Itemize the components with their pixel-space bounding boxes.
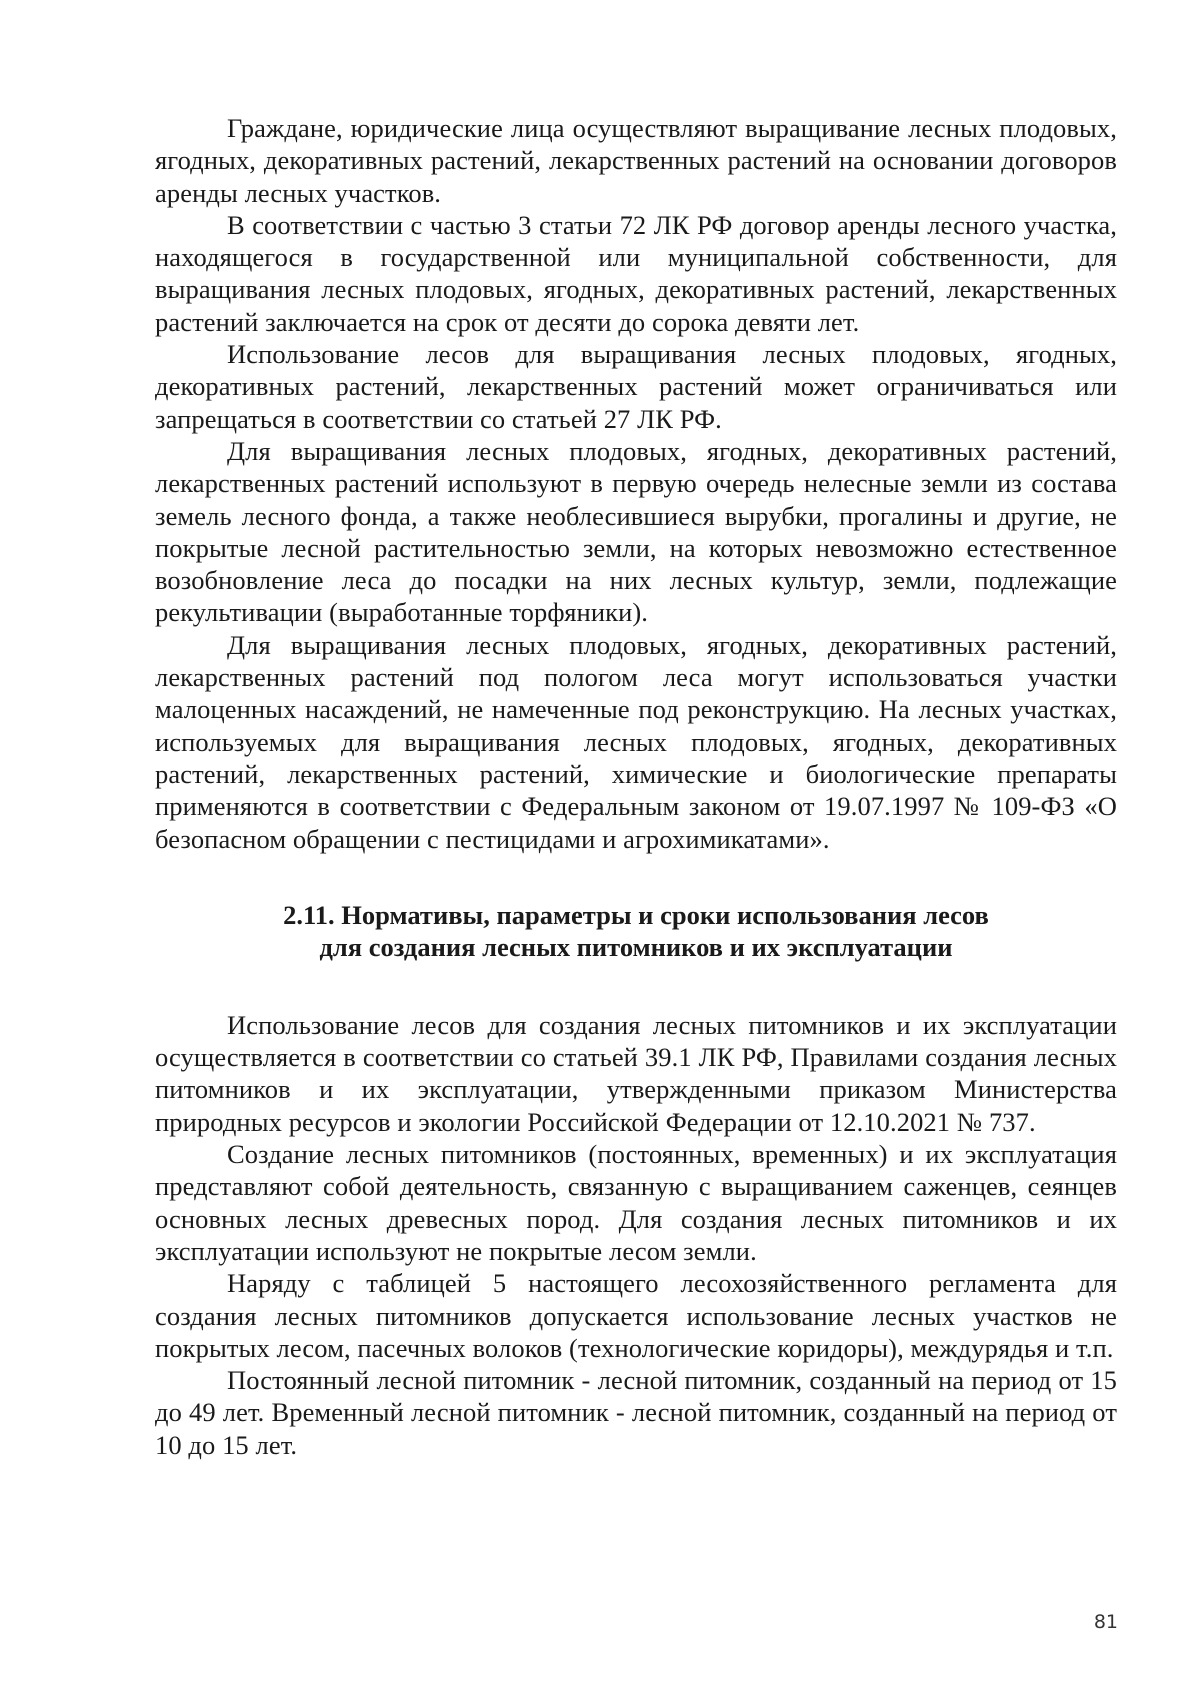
paragraph: Использование лесов для создания лесных питомников и их эксплуатации осуществляется в соответствии со статьей 39.1 ЛК РФ, Правилами создания лесных питомников и их эксплуатации, утвержденными приказом Министерства природных ресурсов и экологии Российской Федерации от 12.10.2021 № 737. <box>155 1009 1117 1137</box>
section-heading <box>155 899 1117 963</box>
section-a <box>155 112 1117 855</box>
paragraph: Создание лесных питомников (постоянных, временных) и их эксплуатация представляют собой деятельность, связанную с выращиванием саженцев, сеянцев основных лесных древесных пород. Для создания лесных питомников и их эксплуатации используют не покрытые лесом земли. <box>155 1139 1117 1266</box>
paragraph: Использование лесов для выращивания лесных плодовых, ягодных, декоративных растений, лекарственных растений может ограничиваться или запрещаться в соответствии со статьей 27 ЛК РФ. <box>155 339 1117 434</box>
section-heading-line-2: для создания лесных питомников и их эксплуатации <box>319 931 953 962</box>
page-content <box>155 112 1117 1461</box>
paragraph: Для выращивания лесных плодовых, ягодных, декоративных растений, лекарственных растений используют в первую очередь нелесные земли из состава земель лесного фонда, а также необлесившиеся вырубки, прогалины и другие, не покрытые лесной растительностью земли, на которых невозможно естественное возобновление леса до посадки на них лесных культур, земли, подлежащие рекультивации (выработанные торфяники). <box>155 435 1117 628</box>
paragraph: Граждане, юридические лица осуществляют выращивание лесных плодовых, ягодных, декоративных растений, лекарственных растений на основании договоров аренды лесных участков. <box>155 113 1117 208</box>
paragraph: Наряду с таблицей 5 настоящего лесохозяйственного регламента для создания лесных питомников допускается использование лесных участков не покрытых лесом, пасечных волоков (технологические коридоры), междурядья и т.п. <box>155 1268 1117 1363</box>
section-heading-line-1: 2.11. Нормативы, параметры и сроки использования лесов <box>283 899 989 930</box>
page-number: 81 <box>1093 1611 1118 1633</box>
paragraph: В соответствии с частью 3 статьи 72 ЛК РФ договор аренды лесного участка, находящегося в государственной или муниципальной собственности, для выращивания лесных плодовых, ягодных, декоративных растений, лекарственных растений заключается на срок от десяти до сорока девяти лет. <box>155 209 1117 337</box>
section-b <box>155 1009 1117 1461</box>
paragraph: Для выращивания лесных плодовых, ягодных, декоративных растений, лекарственных растений под пологом леса могут использоваться участки малоценных насаждений, не намеченные под реконструкцию. На лесных участках, используемых для выращивания лесных плодовых, ягодных, декоративных растений, лекарственных растений, химические и биологические препараты применяются в соответствии с Федеральным законом от 19.07.1997 № 109-ФЗ «О безопасном обращении с пестицидами и агрохимикатами». <box>155 629 1117 854</box>
paragraph: Постоянный лесной питомник - лесной питомник, созданный на период от 15 до 49 лет. Временный лесной питомник - лесной питомник, созданный на период от 10 до 15 лет. <box>155 1365 1117 1460</box>
